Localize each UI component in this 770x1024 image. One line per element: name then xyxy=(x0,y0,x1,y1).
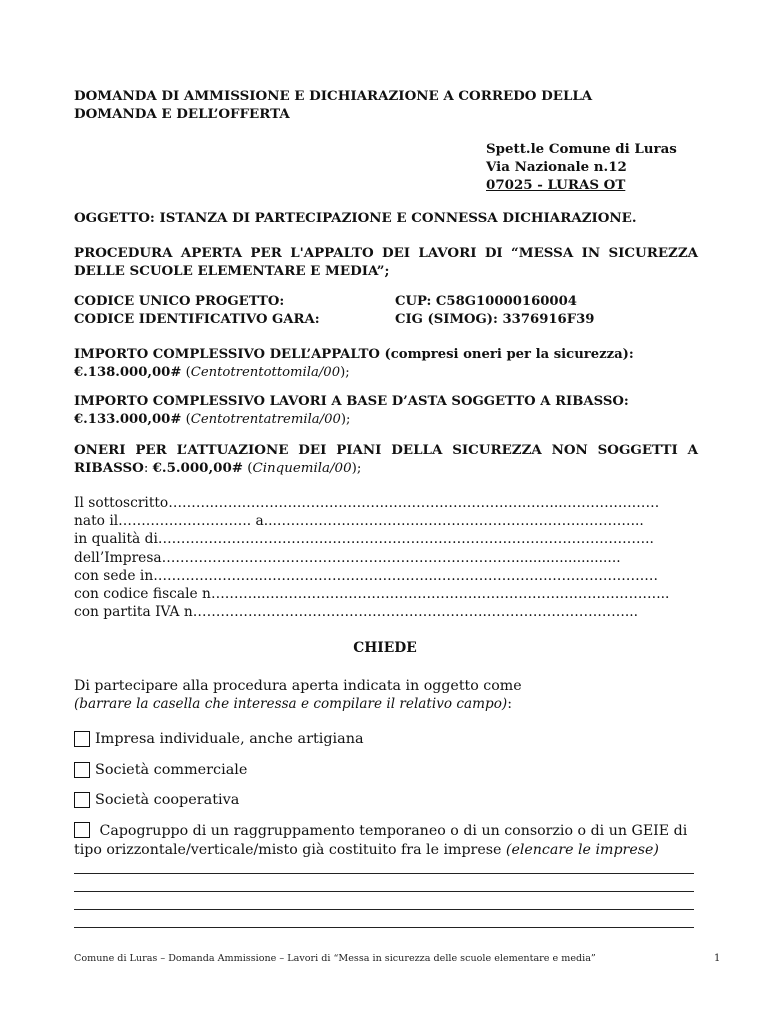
procedura-line-2: DELLE SCUOLE ELEMENTARE E MEDIA”; xyxy=(74,263,390,279)
option-label: Capogruppo di un raggruppamento temporaneo o di un consorzio o di un GEIE di tipo orizzontale/verticale/misto già costituito fra le imprese xyxy=(74,823,688,858)
oneri-amount: €.5.000,00# xyxy=(152,460,244,476)
title-line-2: DOMANDA E DELL’OFFERTA xyxy=(74,106,290,122)
cig-label: CODICE IDENTIFICATIVO GARA: xyxy=(74,312,320,327)
blank-line[interactable] xyxy=(74,873,694,874)
field-codice-fiscale[interactable]: con codice fiscale n………...……………………………………….…………………………………... xyxy=(74,586,670,603)
option-societa-commerciale[interactable] xyxy=(74,761,247,779)
oggetto-heading: OGGETTO: ISTANZA DI PARTECIPAZIONE E CONNESSA DICHIARAZIONE. xyxy=(74,210,637,226)
importo-lavori-amount: €.133.000,00# xyxy=(74,412,182,427)
field-qualita[interactable]: in qualità di……………………………….…………………………………………………………….. xyxy=(74,531,654,548)
procedura-line-1: PROCEDURA APERTA PER L'APPALTO DEI LAVORI DI “MESSA IN SICUREZZA xyxy=(74,245,698,261)
checkbox[interactable] xyxy=(74,731,90,747)
field-sottoscritto[interactable]: Il sottoscritto……….……………………………….………………………….……..………………… xyxy=(74,495,660,511)
checkbox[interactable] xyxy=(74,762,90,778)
option-impresa-individuale[interactable] xyxy=(74,730,364,748)
cup-value: CUP: C58G10000160004 xyxy=(395,294,577,309)
procedura-block xyxy=(74,244,698,280)
intro-line-1: Di partecipare alla procedura aperta indicata in oggetto come xyxy=(74,678,522,694)
option-capogruppo[interactable] xyxy=(74,822,698,860)
importo-lavori: IMPORTO COMPLESSIVO LAVORI A BASE D’ASTA SOGGETTO A RIBASSO: €.133.000,00# (Centotrentatremila/00); xyxy=(74,394,629,427)
option-label: Società cooperativa xyxy=(95,792,240,808)
importo-lavori-words: Centotrentatremila/00 xyxy=(190,412,341,427)
importo-complessivo: IMPORTO COMPLESSIVO DELL’APPALTO (compresi oneri per la sicurezza): €.138.000,00# (Centotrentottomila/00); xyxy=(74,347,634,380)
title-line-1: DOMANDA DI AMMISSIONE E DICHIARAZIONE A CORREDO DELLA xyxy=(74,88,593,104)
oneri-words: Cinquemila/00 xyxy=(252,461,352,476)
field-partita-iva[interactable]: con partita IVA n……………………………………………………….…………………………... xyxy=(74,604,639,621)
recipient-address xyxy=(486,140,677,194)
checkbox[interactable] xyxy=(74,822,90,838)
importo-complessivo-note: (compresi oneri per la sicurezza): xyxy=(379,347,634,362)
field-nato[interactable]: nato il……………………….. a...…………………………..………………………………………... xyxy=(74,513,644,530)
option-label: Impresa individuale, anche artigiana xyxy=(95,731,364,747)
intro-line-2-suffix: : xyxy=(507,696,512,712)
field-impresa[interactable]: dell’Impresa………………………………………….………………………......................... xyxy=(74,549,621,566)
checkbox[interactable] xyxy=(74,792,90,808)
oneri-label: RIBASSO xyxy=(74,460,144,476)
importo-complessivo-words: Centotrentottomila/00 xyxy=(190,365,341,380)
importo-complessivo-label: IMPORTO COMPLESSIVO DELL’APPALTO xyxy=(74,347,380,362)
page-number: 1 xyxy=(714,953,721,964)
blank-line[interactable] xyxy=(74,891,694,892)
document-title xyxy=(74,87,592,123)
page-footer: Comune di Luras – Domanda Ammissione – Lavori di “Messa in sicurezza delle scuole elementare e media” xyxy=(74,953,596,964)
applicant-fields xyxy=(74,494,698,621)
field-sede[interactable]: con sede in…………………...………………………………..………………………………………… xyxy=(74,567,659,584)
option-label: Società commerciale xyxy=(95,762,248,778)
recipient-line-2: Via Nazionale n.12 xyxy=(486,159,627,175)
option-note: (elencare le imprese) xyxy=(505,842,659,858)
intro-text xyxy=(74,677,522,713)
cig-value: CIG (SIMOG): 3376916F39 xyxy=(395,312,595,327)
option-societa-cooperativa[interactable] xyxy=(74,791,239,809)
blank-line[interactable] xyxy=(74,909,694,910)
importo-lavori-label: IMPORTO COMPLESSIVO LAVORI A BASE D’ASTA SOGGETTO A RIBASSO: xyxy=(74,394,629,409)
oneri-block: ONERI PER L’ATTUAZIONE DEI PIANI DELLA SICUREZZA NON SOGGETTI A RIBASSO: €.5.000,00# (Cinquemila/00); xyxy=(74,442,698,476)
recipient-line-3: 07025 - LURAS OT xyxy=(486,177,626,193)
recipient-line-1: Spett.le Comune di Luras xyxy=(486,141,677,157)
chiede-heading: CHIEDE xyxy=(353,640,417,656)
intro-line-2: (barrare la casella che interessa e compilare il relativo campo) xyxy=(74,696,508,712)
importo-complessivo-amount: €.138.000,00# xyxy=(74,365,182,380)
blank-line[interactable] xyxy=(74,927,694,928)
oneri-line-1: ONERI PER L’ATTUAZIONE DEI PIANI DELLA SICUREZZA NON SOGGETTI A xyxy=(74,442,698,458)
cup-label: CODICE UNICO PROGETTO: xyxy=(74,294,285,309)
